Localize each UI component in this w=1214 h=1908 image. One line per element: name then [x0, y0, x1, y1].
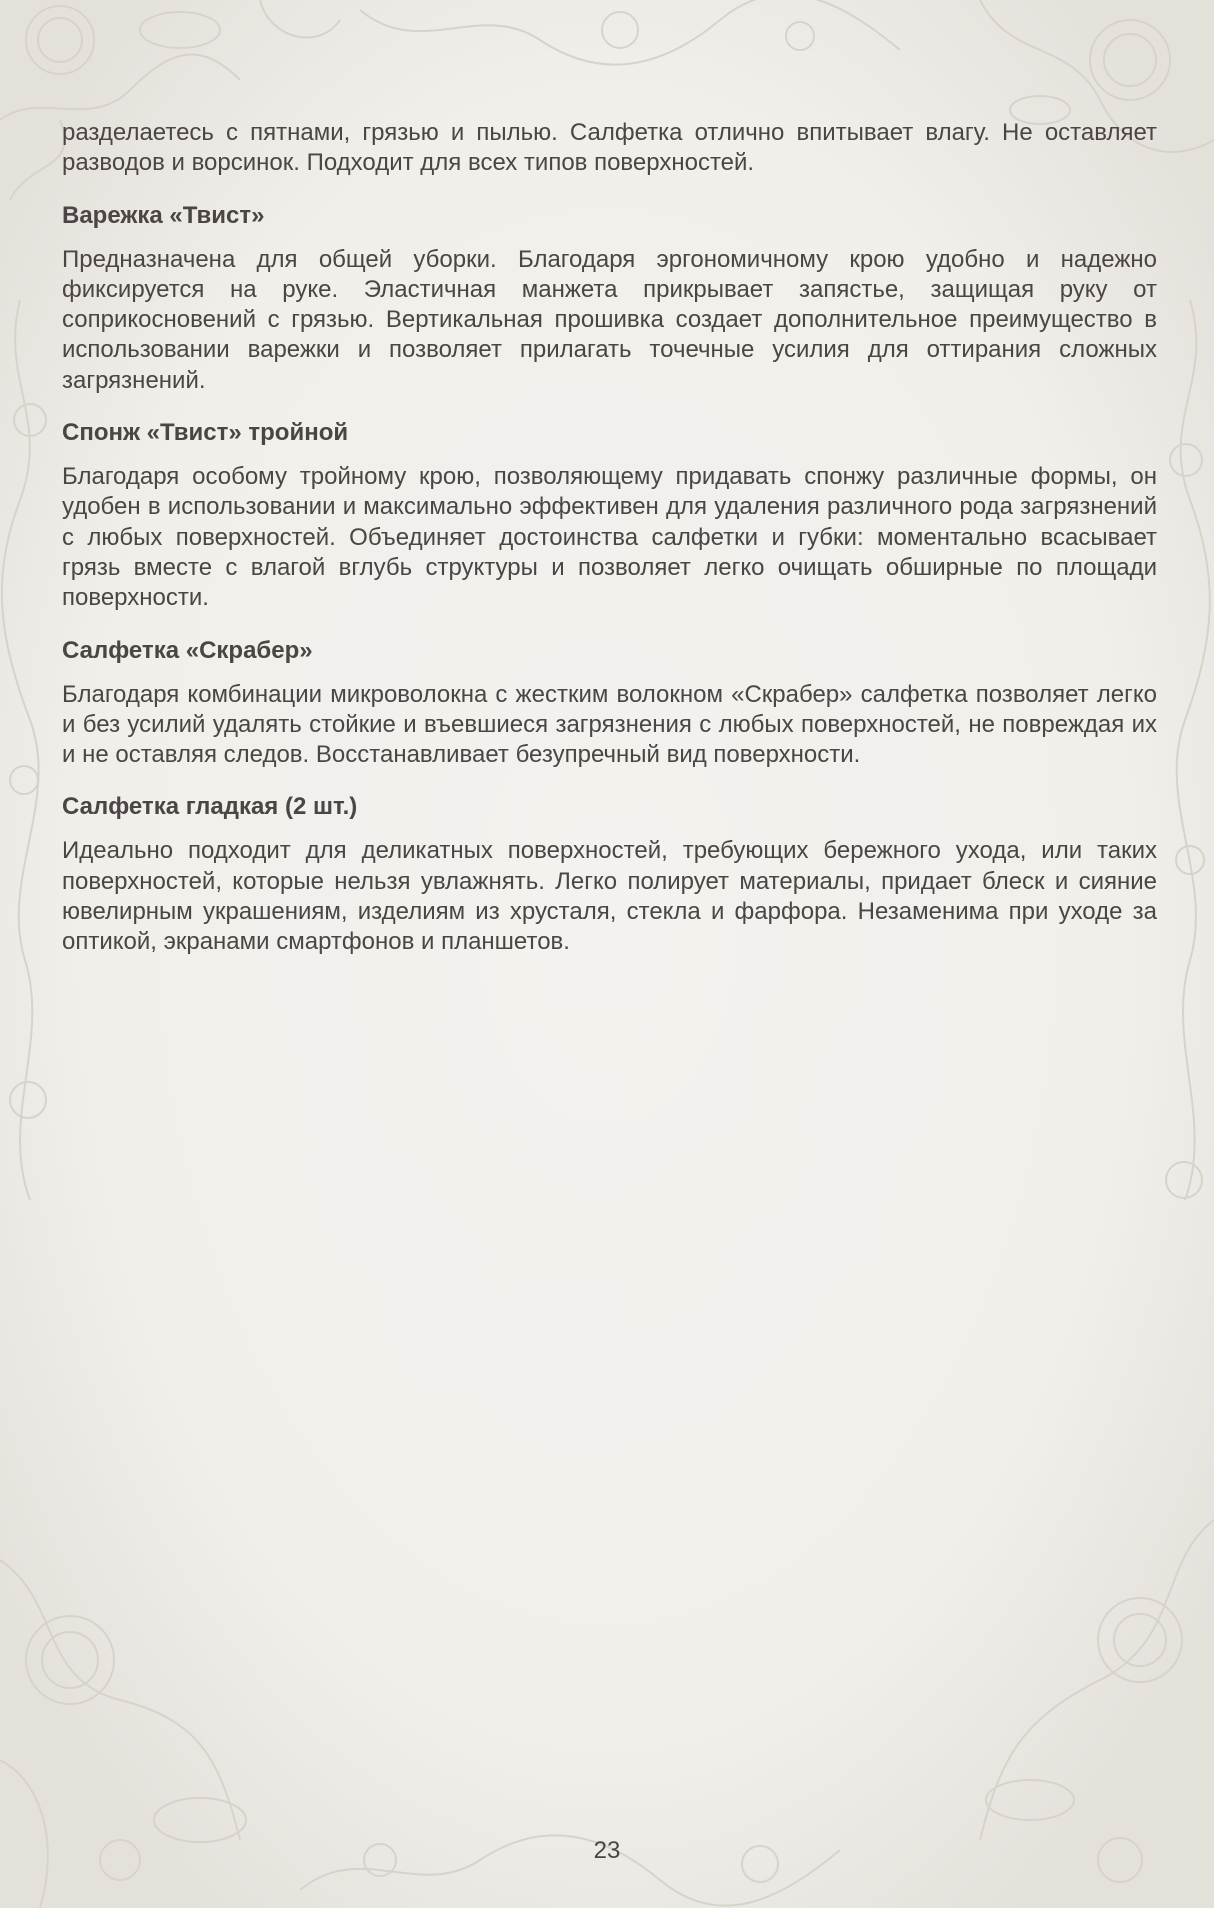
section-salfetka-gladkaya	[62, 792, 1157, 957]
section-heading: Варежка «Твист»	[62, 201, 265, 229]
section-sponzh-tvist	[62, 418, 1157, 613]
section-paragraph: Предназначена для общей уборки. Благодаря эргономичному крою удобно и надежно фиксируется на руке. Эластичная манжета прикрывает запястье, защищая руку от соприкосновений с грязью. Вертикальная прошивка создает дополнительное преимущество в использовании варежки и позволяет прилагать точечные усилия для оттирания сложных загрязнений.	[62, 245, 1157, 394]
section-heading: Салфетка «Скрабер»	[62, 636, 313, 664]
document-body	[62, 118, 1157, 958]
section-salfetka-skraber	[62, 636, 1157, 771]
section-paragraph: Благодаря особому тройному крою, позволяющему придавать спонжу различные формы, он удобен в использовании и максимально эффективен для удаления различного рода загрязнений с любых поверхностей. Объединяет достоинства салфетки и губки: моментально всасывает грязь вместе с влагой вглубь структуры и позволяет легко очищать обширные по площади поверхности.	[62, 463, 1157, 612]
section-paragraph: Благодаря комбинации микроволокна с жестким волокном «Скрабер» салфетка позволяет легко и без усилий удалять стойкие и въевшиеся загрязнения с любых поверхностей, не повреждая их и не оставляя следов. Восстанавливает безупречный вид поверхности.	[62, 680, 1157, 769]
section-varezhka-tvist	[62, 201, 1157, 396]
section-paragraph: Идеально подходит для деликатных поверхностей, требующих бережного ухода, или таких поверхностей, которые нельзя увлажнять. Легко полирует материалы, придает блеск и сияние ювелирным украшениям, изделиям из хрусталя, стекла и фарфора. Незаменима при уходе за оптикой, экранами смартфонов и планшетов.	[62, 837, 1157, 956]
section-heading: Спонж «Твист» тройной	[62, 419, 349, 447]
section-heading: Салфетка гладкая (2 шт.)	[62, 793, 358, 821]
page-number: 23	[593, 1837, 621, 1864]
intro-paragraph: разделаетесь с пятнами, грязью и пылью. Салфетка отлично впитывает влагу. Не оставляет разводов и ворсинок. Подходит для всех типов поверхностей.	[62, 119, 1157, 177]
